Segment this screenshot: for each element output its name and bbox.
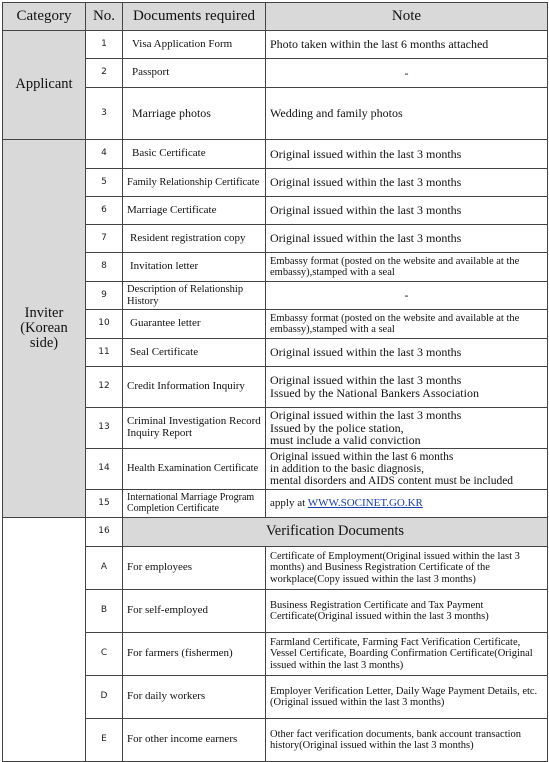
- row-number: C: [86, 633, 123, 676]
- row-number: B: [86, 590, 123, 633]
- document-name: Visa Application Form: [123, 31, 266, 59]
- document-name: Marriage photos: [123, 88, 266, 140]
- document-note: Photo taken within the last 6 months attached: [266, 31, 548, 59]
- document-note-line: Original issued within the last 3 months: [270, 408, 462, 423]
- document-note: [266, 367, 548, 408]
- header-category: Category: [3, 3, 86, 31]
- row-number: 14: [86, 449, 123, 490]
- row-number: 13: [86, 408, 123, 449]
- document-note: [266, 408, 548, 449]
- row-number: 16: [86, 518, 123, 547]
- document-note: Original issued within the last 3 months: [266, 339, 548, 367]
- document-note: Employer Verification Letter, Daily Wage Payment Details, etc. (Original issued within the last 3 months): [266, 676, 548, 719]
- document-name: Marriage Certificate: [123, 197, 266, 225]
- header-no: No.: [86, 3, 123, 31]
- document-note: Original issued within the last 3 months: [266, 197, 548, 225]
- category-applicant: Applicant: [3, 31, 86, 140]
- row-number: A: [86, 547, 123, 590]
- socinet-link[interactable]: WWW.SOCINET.GO.KR: [307, 496, 423, 509]
- document-note: -: [266, 282, 548, 310]
- document-name: Credit Information Inquiry: [123, 367, 266, 408]
- document-name: Health Examination Certificate: [123, 449, 266, 490]
- document-note: Original issued within the last 3 months: [266, 225, 548, 253]
- document-name: Description of Relationship History: [123, 282, 266, 310]
- row-number: 3: [86, 88, 123, 140]
- document-note-line: Original issued within the last 6 months: [270, 450, 454, 463]
- row-number: 4: [86, 140, 123, 169]
- row-number: 15: [86, 490, 123, 518]
- document-note-line: Issued by the National Bankers Association: [270, 386, 479, 400]
- header-documents: Documents required: [123, 3, 266, 31]
- document-note-line: Issued by the police station,: [270, 420, 404, 435]
- document-name: For employees: [123, 547, 266, 590]
- document-name: Criminal Investigation Record Inquiry Report: [123, 408, 266, 449]
- document-name: Basic Certificate: [123, 140, 266, 169]
- row-number: 9: [86, 282, 123, 310]
- verification-documents-heading: Verification Documents: [123, 518, 548, 547]
- document-note: Original issued within the last 3 months: [266, 169, 548, 197]
- required-documents-table: [2, 2, 548, 762]
- document-name: Passport: [123, 59, 266, 88]
- document-name: For daily workers: [123, 676, 266, 719]
- document-note-line: must include a valid conviction: [270, 433, 421, 448]
- header-row: [3, 3, 548, 31]
- row-number: 2: [86, 59, 123, 88]
- row-number: 10: [86, 310, 123, 339]
- category-inviter: [3, 140, 86, 518]
- verification-header-row: [3, 518, 548, 547]
- header-note: Note: [266, 3, 548, 31]
- row-number: 12: [86, 367, 123, 408]
- category-inviter-line1: Inviter: [24, 304, 64, 321]
- document-note: -: [266, 59, 548, 88]
- row-number: 5: [86, 169, 123, 197]
- apply-at-label: apply at: [270, 496, 306, 509]
- document-name: Family Relationship Certificate: [123, 169, 266, 197]
- table-row: [3, 140, 548, 169]
- document-name: Guarantee letter: [123, 310, 266, 339]
- document-note: Farmland Certificate, Farming Fact Verification Certificate, Vessel Certificate, Boarding Confirmation Certificate(Original issued within the last 3 months): [266, 633, 548, 676]
- category-blank: [3, 518, 86, 762]
- row-number: 1: [86, 31, 123, 59]
- row-number: 7: [86, 225, 123, 253]
- document-note-line: in addition to the basic diagnosis,: [270, 462, 424, 475]
- row-number: 11: [86, 339, 123, 367]
- document-note: Certificate of Employment(Original issued within the last 3 months) and Business Registration Certificate of the workplace(Copy issued within the last 3 months): [266, 547, 548, 590]
- document-name: Seal Certificate: [123, 339, 266, 367]
- document-name: Invitation letter: [123, 253, 266, 282]
- row-number: 8: [86, 253, 123, 282]
- category-inviter-line2: (Korean side): [20, 319, 68, 352]
- document-name: For self-employed: [123, 590, 266, 633]
- document-name: Resident registration copy: [123, 225, 266, 253]
- row-number: 6: [86, 197, 123, 225]
- document-note: Business Registration Certificate and Tax Payment Certificate(Original issued within the last 3 months): [266, 590, 548, 633]
- document-note: Original issued within the last 3 months: [266, 140, 548, 169]
- row-number: D: [86, 676, 123, 719]
- row-number: E: [86, 719, 123, 762]
- document-note: Embassy format (posted on the website and available at the embassy),stamped with a seal: [266, 310, 548, 339]
- document-name: For farmers (fishermen): [123, 633, 266, 676]
- document-name: For other income earners: [123, 719, 266, 762]
- document-note: [266, 490, 548, 518]
- document-note: Embassy format (posted on the website and available at the embassy),stamped with a seal: [266, 253, 548, 282]
- document-name: International Marriage Program Completion Certificate: [123, 490, 266, 518]
- document-note: [266, 449, 548, 490]
- document-note: Wedding and family photos: [266, 88, 548, 140]
- table-row: [3, 31, 548, 59]
- document-note-line: Original issued within the last 3 months: [270, 373, 462, 388]
- document-note-line: mental disorders and AIDS content must be included: [270, 475, 514, 488]
- document-note: Other fact verification documents, bank account transaction history(Original issued within the last 3 months): [266, 719, 548, 762]
